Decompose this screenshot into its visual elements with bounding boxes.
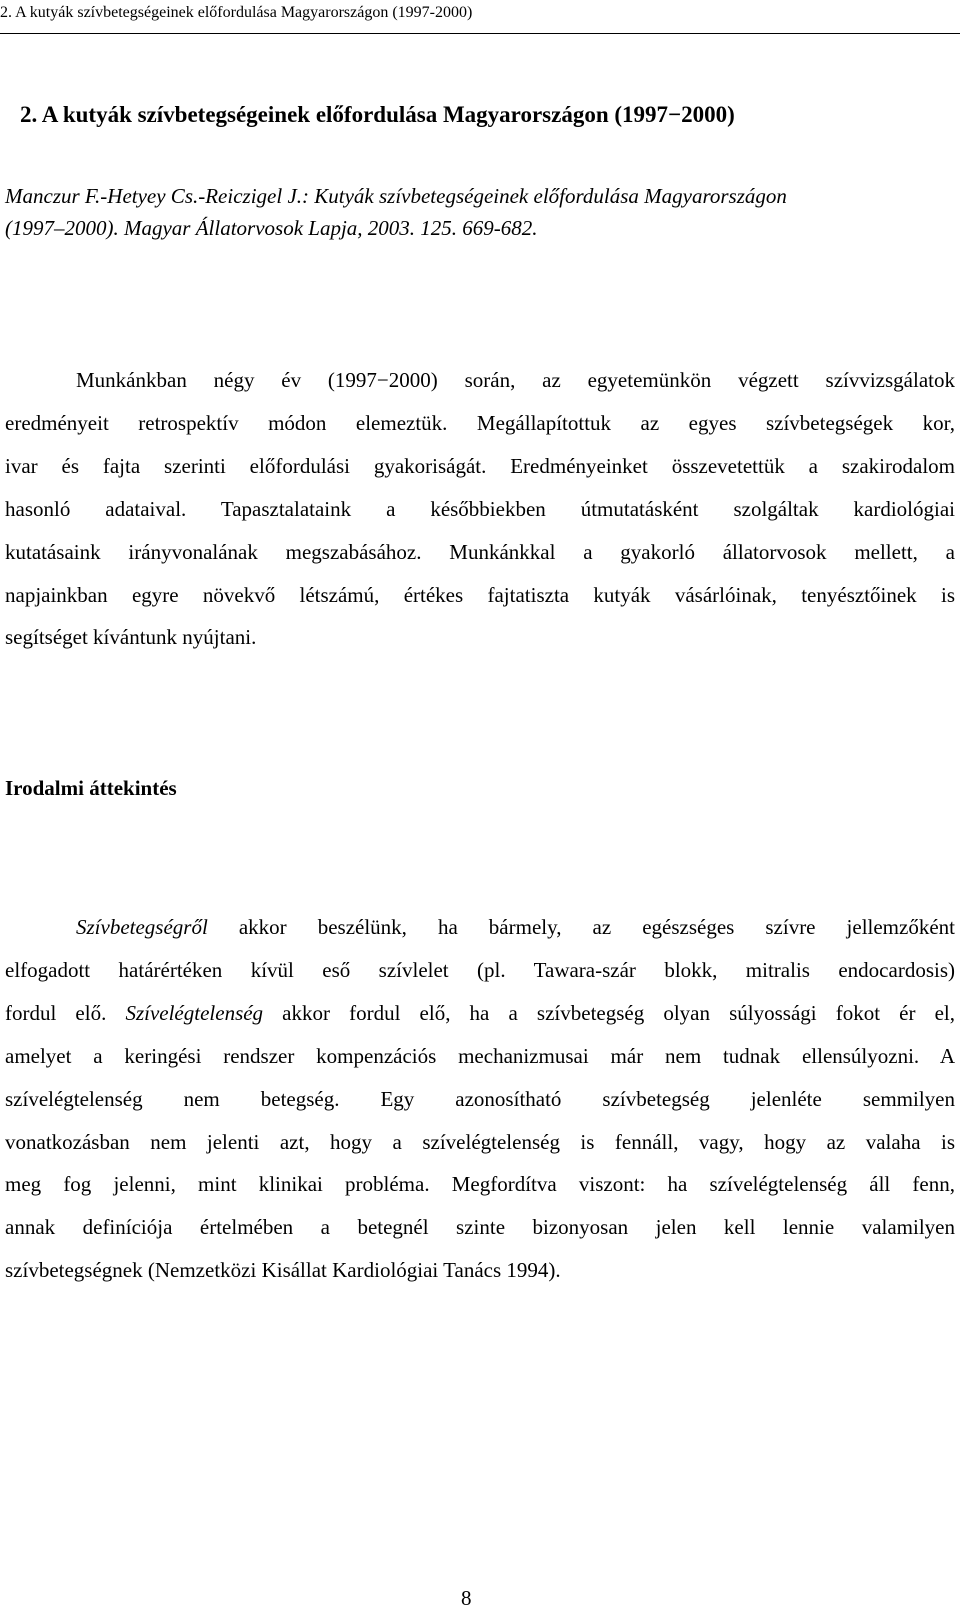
review-line	[5, 992, 955, 1035]
abstract-paragraph	[5, 359, 955, 659]
review-text: akkor fordul elő, ha a szívbetegség olyan súlyossági fokot ér el,	[263, 1000, 955, 1025]
chapter-title: 2. A kutyák szívbetegségeinek előfordulása Magyarországon (1997−2000)	[20, 102, 735, 127]
citation	[5, 180, 955, 244]
review-line	[5, 906, 955, 949]
page-number: 8	[461, 1586, 472, 1610]
review-text: fordul elő.	[5, 1000, 126, 1025]
review-line: amelyet a keringési rendszer kompenzációs mechanizmusai már nem tudnak ellensúlyozni. A	[5, 1043, 955, 1068]
term-szivelegtelenseg: Szívelégtelenség	[125, 1000, 264, 1025]
abstract-line: napjainkban egyre növekvő létszámú, értékes fajtatiszta kutyák vásárlóinak, tenyésztőinek is	[5, 582, 955, 607]
abstract-line: kutatásaink irányvonalának megszabásához. Munkánkkal a gyakorló állatorvosok mellett, a	[5, 539, 955, 564]
review-line: vonatkozásban nem jelenti azt, hogy a szívelégtelenség is fennáll, vagy, hogy az valaha is	[5, 1129, 955, 1154]
citation-line: Manczur F.-Hetyey Cs.-Reiczigel J.: Kutyák szívbetegségeinek előfordulása Magyarországon	[5, 184, 787, 208]
review-line: szívelégtelenség nem betegség. Egy azonosítható szívbetegség jelenléte semmilyen	[5, 1086, 955, 1111]
abstract-line: Munkánkban négy év (1997−2000) során, az egyetemünkön végzett szívvizsgálatok	[76, 368, 955, 392]
running-header: 2. A kutyák szívbetegségeinek előfordulása Magyarországon (1997-2000)	[0, 4, 473, 21]
abstract-line: eredményeit retrospektív módon elemeztük. Megállapítottuk az egyes szívbetegségek kor,	[5, 410, 955, 435]
review-line: annak definíciója értelmében a betegnél szinte bizonyosan jelen kell lennie valamilyen	[5, 1215, 955, 1240]
review-line: elfogadott határértéken kívül eső szívlelet (pl. Tawara-szár blokk, mitralis endocardosis)	[5, 957, 955, 982]
abstract-line: hasonló adataival. Tapasztalataink a későbbiekben útmutatásként szolgáltak kardiológiai	[5, 496, 955, 521]
header-rule	[0, 33, 960, 34]
review-text: akkor beszélünk, ha bármely, az egészséges szívre jellemzőként	[207, 915, 955, 939]
abstract-line: ivar és fajta szerinti előfordulási gyakoriságát. Eredményeinket összevetettük a szakirodalom	[5, 453, 955, 478]
review-paragraph	[5, 906, 955, 1292]
review-line: szívbetegségnek (Nemzetközi Kisállat Kardiológiai Tanács 1994).	[5, 1258, 561, 1283]
review-line: meg fog jelenni, mint klinikai probléma. Megfordítva viszont: ha szívelégtelenség áll fenn,	[5, 1172, 955, 1197]
term-szivbetegseg: Szívbetegségről	[76, 915, 208, 939]
citation-line: (1997–2000). Magyar Állatorvosok Lapja, 2003. 125. 669-682.	[5, 216, 538, 240]
section-heading: Irodalmi áttekintés	[5, 776, 177, 800]
abstract-line: segítséget kívántunk nyújtani.	[5, 625, 257, 650]
